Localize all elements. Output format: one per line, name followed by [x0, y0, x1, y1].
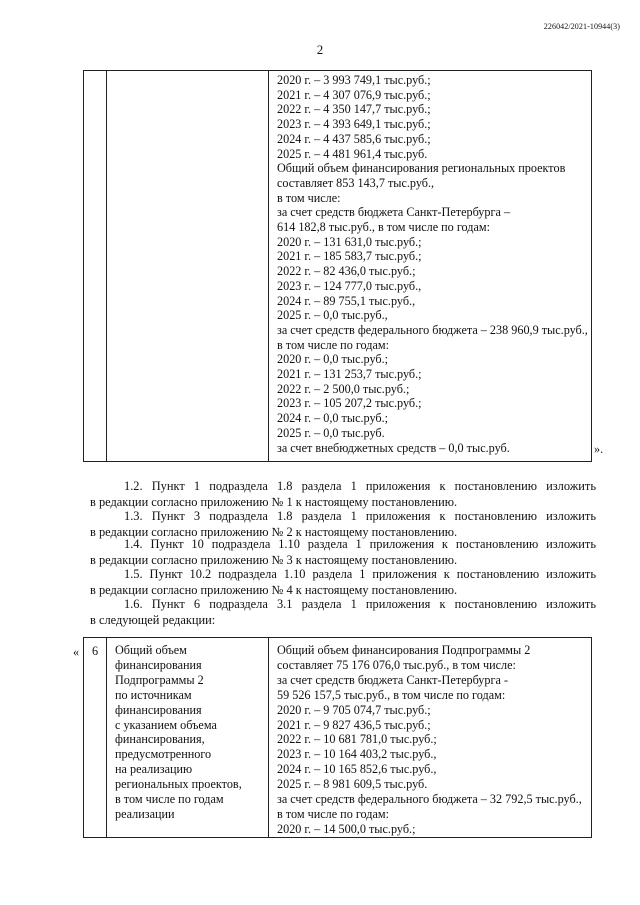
label-line: реализации	[115, 806, 175, 821]
table1-line: за счет средств федерального бюджета – 238 960,9 тыс.руб.,	[277, 322, 588, 337]
table1-line: 2022 г. – 2 500,0 тыс.руб.;	[277, 381, 410, 396]
value-line: составляет 75 176 076,0 тыс.руб., в том числе:	[277, 657, 516, 672]
row-value-lines	[269, 638, 591, 837]
row-label-cell	[107, 638, 269, 838]
table1-line: 614 182,8 тыс.руб., в том числе по годам:	[277, 220, 490, 235]
value-line: в том числе по годам:	[277, 806, 389, 821]
label-line: региональных проектов,	[115, 777, 242, 792]
table1-line: 2021 г. – 131 253,7 тыс.руб.;	[277, 367, 422, 382]
row-number-cell	[84, 638, 107, 838]
document-id: 226042/2021-10944(3)	[543, 22, 620, 31]
value-line: 59 526 157,5 тыс.руб., в том числе по годам:	[277, 687, 506, 702]
value-line: 2020 г. – 9 705 074,7 тыс.руб.;	[277, 702, 431, 717]
table1-line: 2022 г. – 82 436,0 тыс.руб.;	[277, 264, 416, 279]
value-line: 2023 г. – 10 164 403,2 тыс.руб.,	[277, 747, 437, 762]
label-line: по источникам	[115, 687, 192, 702]
table1-line: в том числе по годам:	[277, 337, 389, 352]
label-line: финансирования	[115, 657, 202, 672]
table1-label-cell	[107, 71, 269, 462]
row-value-cell	[269, 638, 592, 838]
amendment-paragraph	[90, 536, 596, 568]
financing-table-continuation	[83, 70, 592, 462]
table1-line: 2025 г. – 0,0 тыс.руб.	[277, 425, 385, 440]
value-line: 2020 г. – 14 500,0 тыс.руб.;	[277, 821, 416, 836]
page-number: 2	[316, 42, 324, 57]
label-line: Общий объем	[115, 643, 187, 657]
table1-line: 2025 г. – 0,0 тыс.руб.,	[277, 308, 388, 323]
label-line: финансирования,	[115, 732, 205, 747]
table1-line: за счет средств бюджета Санкт-Петербурга –	[277, 205, 511, 220]
paragraph-line-1: 1.4. Пункт 10 подраздела 1.10 раздела 1 приложения к постановлению изложить	[124, 537, 596, 551]
paragraph-line-2: в следующей редакции:	[90, 613, 216, 627]
table1-line: 2021 г. – 185 583,7 тыс.руб.;	[277, 249, 422, 264]
label-line: предусмотренного	[115, 747, 212, 762]
table1-line: 2023 г. – 4 393 649,1 тыс.руб.;	[277, 117, 431, 132]
table1-line: за счет внебюджетных средств – 0,0 тыс.руб.	[277, 440, 510, 455]
amendment-paragraph	[90, 566, 596, 598]
table1-line: 2024 г. – 0,0 тыс.руб.;	[277, 411, 389, 426]
paragraph-line-1: 1.3. Пункт 3 подраздела 1.8 раздела 1 приложения к постановлению изложить	[124, 509, 596, 523]
value-line: 2024 г. – 10 165 852,6 тыс.руб.,	[277, 762, 437, 777]
amendment-paragraph	[90, 478, 596, 510]
table1-line: 2020 г. – 0,0 тыс.руб.;	[277, 352, 389, 367]
table1-line: 2020 г. – 3 993 749,1 тыс.руб.;	[277, 73, 431, 87]
label-line: финансирования	[115, 702, 202, 717]
value-line: за счет средств федерального бюджета – 32 792,5 тыс.руб.,	[277, 792, 582, 807]
table1-line: 2024 г. – 4 437 585,6 тыс.руб.;	[277, 131, 431, 146]
row-label-lines	[107, 638, 268, 822]
value-line: Общий объем финансирования Подпрограммы 2	[277, 643, 531, 657]
table1-line: 2024 г. – 89 755,1 тыс.руб.,	[277, 293, 416, 308]
opening-quote: «	[73, 645, 80, 659]
table1-line: в том числе:	[277, 190, 341, 205]
label-line: на реализацию	[115, 762, 193, 777]
table1-line: Общий объем финансирования региональных проектов	[277, 161, 566, 176]
paragraph-line-1: 1.6. Пункт 6 подраздела 3.1 раздела 1 приложения к постановлению изложить	[124, 597, 596, 611]
amendment-paragraph	[90, 596, 596, 628]
row-number: 6	[91, 644, 99, 658]
table1-line: 2022 г. – 4 350 147,7 тыс.руб.;	[277, 102, 431, 117]
table1-line: составляет 853 143,7 тыс.руб.,	[277, 175, 435, 190]
value-line: 2022 г. – 10 681 781,0 тыс.руб.;	[277, 732, 437, 747]
table1-number-cell	[84, 71, 107, 462]
table1-lines	[269, 71, 591, 455]
paragraph-line-2: в редакции согласно приложению № 1 к настоящему постановлению.	[90, 495, 458, 509]
paragraph-line-2: в редакции согласно приложению № 4 к настоящему постановлению.	[90, 583, 458, 597]
closing-quote: ».	[594, 442, 604, 456]
value-line: 2025 г. – 8 981 609,5 тыс.руб.	[277, 777, 428, 792]
table1-line: 2020 г. – 131 631,0 тыс.руб.;	[277, 234, 422, 249]
paragraph-line-2: в редакции согласно приложению № 2 к настоящему постановлению.	[90, 525, 458, 539]
label-line: в том числе по годам	[115, 792, 224, 807]
table1-line: 2023 г. – 105 207,2 тыс.руб.;	[277, 396, 422, 411]
paragraph-line-1: 1.5. Пункт 10.2 подраздела 1.10 раздела 1 приложения к постановлению изложить	[124, 567, 596, 581]
paragraph-line-1: 1.2. Пункт 1 подраздела 1.8 раздела 1 приложения к постановлению изложить	[124, 479, 596, 493]
paragraph-line-2: в редакции согласно приложению № 3 к настоящему постановлению.	[90, 553, 458, 567]
value-line: 2021 г. – 9 827 436,5 тыс.руб.;	[277, 717, 431, 732]
table1-value-cell	[269, 71, 592, 462]
table1-line: 2025 г. – 4 481 961,4 тыс.руб.	[277, 146, 428, 161]
table1-line: 2021 г. – 4 307 076,9 тыс.руб.;	[277, 87, 431, 102]
financing-table-subprogram-2	[83, 637, 592, 838]
label-line: Подпрограммы 2	[115, 672, 204, 687]
label-line: с указанием объема	[115, 717, 217, 732]
table1-line: 2023 г. – 124 777,0 тыс.руб.,	[277, 278, 422, 293]
value-line: за счет средств бюджета Санкт-Петербурга -	[277, 672, 509, 687]
